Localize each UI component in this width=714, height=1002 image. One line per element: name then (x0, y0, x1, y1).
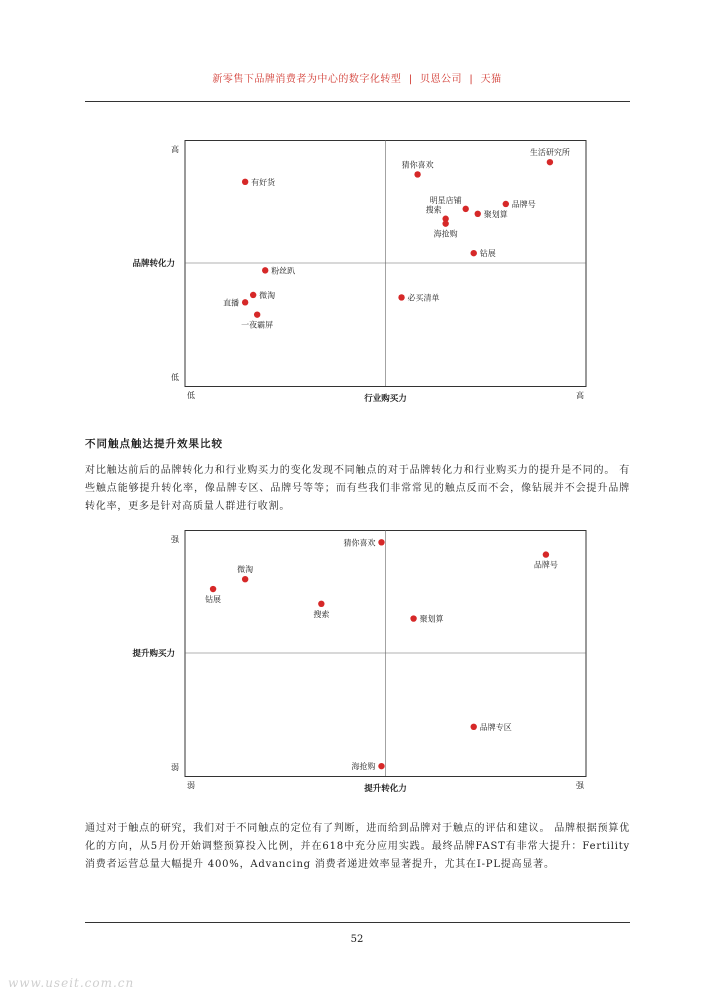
header-partner: 天猫 (480, 74, 502, 85)
data-point-label: 猜你喜欢 (343, 538, 376, 548)
chart-2-svg (85, 530, 630, 800)
header-company: 贝恩公司 (420, 74, 462, 85)
data-point (250, 292, 256, 298)
y-axis-low-label: 低 (171, 373, 179, 382)
y-axis-high-label: 强 (171, 535, 179, 544)
data-point (471, 724, 477, 730)
data-point-label: 聚划算 (419, 614, 444, 624)
chart-uplift-comparison (85, 530, 630, 800)
data-point-label: 直播 (223, 298, 240, 308)
data-point-label: 品牌专区 (479, 722, 512, 732)
data-point (410, 615, 416, 621)
data-point (378, 539, 384, 545)
header-divider (85, 101, 630, 102)
data-point (210, 586, 216, 592)
data-point-label: 微淘 (259, 290, 276, 300)
y-axis-title: 品牌转化力 (132, 259, 175, 269)
x-axis-low-label: 弱 (187, 781, 195, 790)
x-axis-title: 行业购买力 (364, 394, 407, 404)
data-point (475, 211, 481, 217)
footer-divider (85, 922, 630, 923)
x-axis-low-label: 低 (187, 391, 195, 400)
data-point (318, 601, 324, 607)
y-axis-low-label: 弱 (171, 763, 179, 772)
data-point-label: 海抢购 (433, 229, 458, 239)
y-axis-title: 提升购买力 (132, 649, 175, 659)
chart-brand-vs-industry (85, 140, 630, 410)
data-point-label: 钻展 (479, 249, 496, 259)
page-header (0, 70, 714, 85)
data-point (503, 201, 509, 207)
data-point (242, 179, 248, 185)
y-axis-high-label: 高 (171, 145, 179, 154)
data-point (262, 267, 268, 273)
data-point-label: 必买清单 (407, 293, 440, 303)
data-point-label: 搜索 (313, 609, 330, 619)
data-point-label: 微淘 (237, 565, 254, 575)
data-point (378, 763, 384, 769)
data-point (543, 551, 549, 557)
data-point-label: 品牌号 (533, 560, 558, 570)
data-point-label: 海抢购 (351, 762, 376, 772)
x-axis-high-label: 强 (576, 781, 584, 790)
data-point-label: 钻展 (205, 595, 222, 605)
page-number: 52 (350, 934, 364, 945)
watermark: www.useit.com.cn (8, 976, 135, 990)
data-point (471, 250, 477, 256)
data-point-label: 有好货 (251, 177, 276, 187)
data-point-label: 品牌号 (511, 199, 536, 209)
paragraph-1: 对比触达前后的品牌转化力和行业购买力的变化发现不同触点的对于品牌转化力和行业购买力的提升是不同的。 有些触点能够提升转化率，像品牌专区、品牌号等等；而有些我们非常常见的触点反而不会，像钻展并不会提升品牌转化率，更多是针对高质量人群进行收割。 (85, 465, 630, 512)
chart-1-svg (85, 140, 630, 410)
data-point (242, 576, 248, 582)
data-point (414, 171, 420, 177)
data-point-label: 粉丝趴 (271, 266, 296, 276)
data-point-label: 搜索 (425, 205, 442, 215)
data-point-label: 聚划算 (483, 209, 508, 219)
data-point (254, 311, 260, 317)
data-point (442, 220, 448, 226)
data-point-label: 一夜霸屏 (241, 320, 274, 330)
header-separator: | (408, 74, 413, 85)
paragraph-2: 通过对于触点的研究，我们对于不同触点的定位有了判断，进而给到品牌对于触点的评估和建议。 品牌根据预算优化的方向，从5月份开始调整预算投入比例，并在618中充分应用实践。最终品牌FAST有非常大提升：Fertility 消费者运营总量大幅提升 400%，Advancing 消费者递进效率显著提升，尤其在I-PL提高显著。 (85, 823, 630, 870)
data-point-label: 生活研究所 (529, 148, 570, 158)
data-point (242, 299, 248, 305)
x-axis-title: 提升转化力 (364, 784, 407, 794)
header-separator: | (469, 74, 474, 85)
header-title: 新零售下品牌消费者为中心的数字化转型 (212, 74, 402, 85)
data-point-label: 明星店铺 (429, 195, 462, 205)
data-point-label: 猜你喜欢 (401, 160, 434, 170)
data-point (398, 294, 404, 300)
section-title: 不同触点触达提升效果比较 (85, 438, 223, 450)
x-axis-high-label: 高 (576, 391, 584, 400)
data-point (463, 206, 469, 212)
data-point (547, 159, 553, 165)
